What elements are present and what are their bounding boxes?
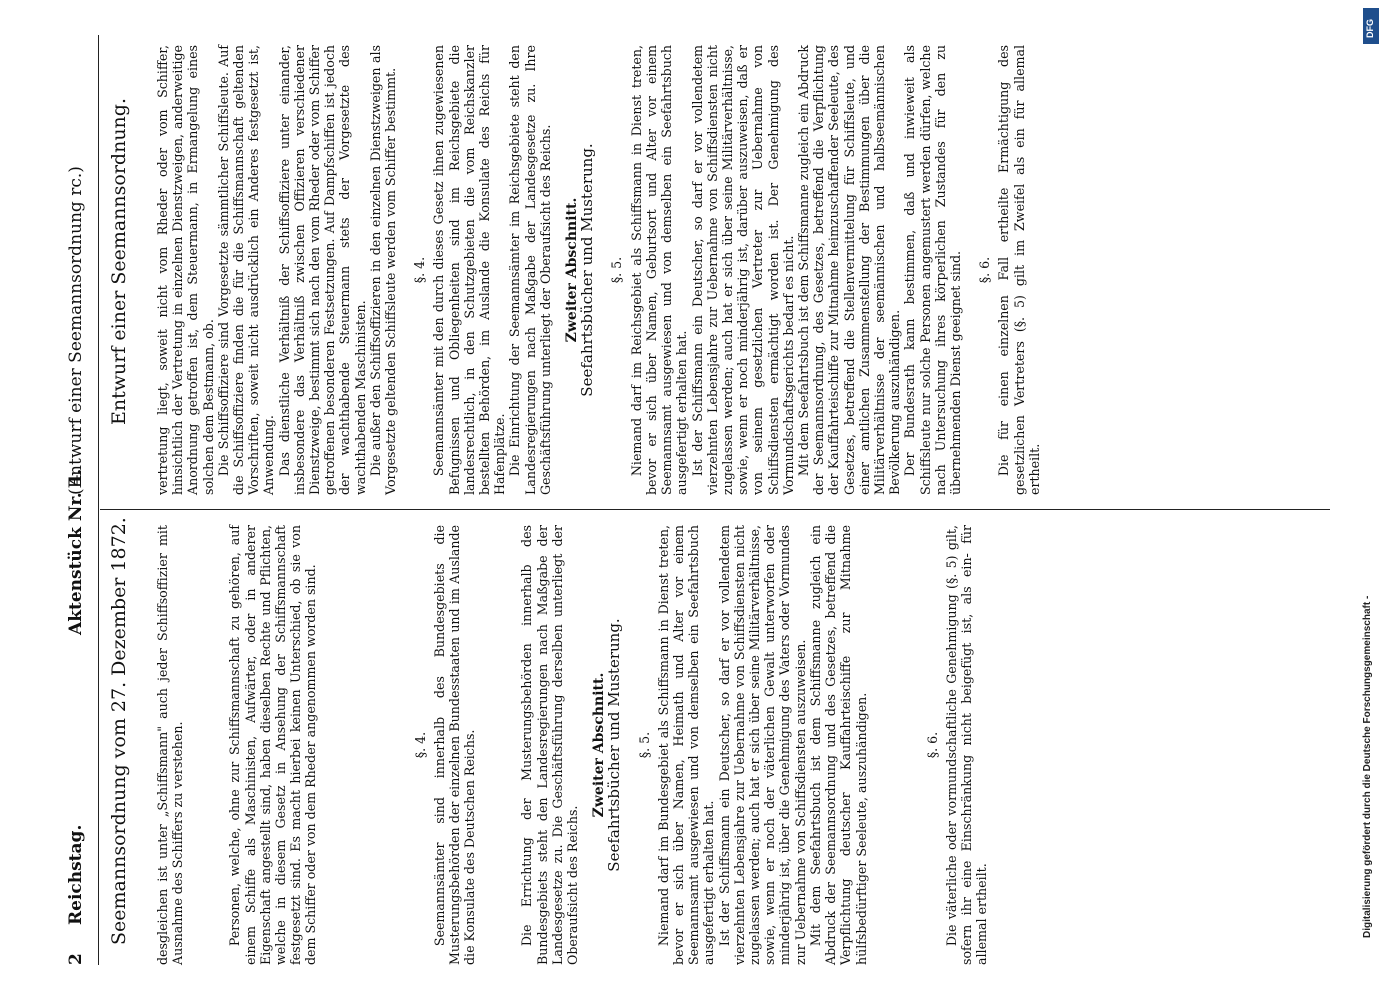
right-paragraph: Ist der Schiffsmann ein Deutscher, so darf er vor vollendetem vierzehnten Lebensjahre zur Uebernahme von Schiffsdiensten nicht zugelassen werden; auch hat er sich über seine Militärverhältnisse, sowie, wenn er noch minderjährig ist, darüber auszuweisen, daß er von seinem gesetzlichen Vertreter zur Uebernahme von Schiffsdiensten ermächtigt worden ist. Der Genehmigung des Vormundschaftsgerichts bedarf es nicht. (689, 45, 796, 495)
section-heading: §. 6. (924, 731, 940, 759)
right-paragraph: Seemannsämter mit den durch dieses Gesetz ihnen zugewiesenen Befugnissen und Obliegenheiten sind im Reichsgebiete die landesrechtlich, in den Schutzgebieten die vom Reichskanzler bestellten Behörden, im Auslande die Konsulate des Reichs für Hafenplätze. (431, 45, 508, 495)
right-paragraph: Die außer den Schiffsoffizieren in den einzelnen Dienstzweigen als Vorgesetzte geltenden Schiffsleute werden vom Schiffer bestimmt. (367, 45, 399, 495)
right-paragraph: Mit dem Seefahrtsbuch ist dem Schiffsmanne zugleich ein Abdruck der Seemannsordnung, des Gesetzes, betreffend die Verpflichtung der Kauffahrteischiffe zur Mitnahme heimzuschaffender Seeleute, des Gesetzes, betreffend die Stellenvermittelung für Schiffsleute, und einer amtlichen Zusammenstellung der Bestimmungen über die Militärverhältnisse der seemännischen und halbseemännischen Bevölkerung auszuhändigen. (795, 45, 903, 495)
rotated-page-content (60, 35, 1340, 965)
right-column-title: Entwurf einer Seemannsordnung. (108, 98, 130, 425)
left-paragraph: Personen, welche, ohne zur Schiffsmannschaft zu gehören, auf einem Schiffe als Maschinisten, Aufwärter, oder in anderer Eigenschaft angestellt sind, haben dieselben Rechte und Pflichten, welche in diesem Gesetz in Ansehung der Schiffsmannschaft festgesetzt sind. Es macht hierbei keinen Unterschied, ob sie von dem Schiffer oder von dem Rheder angenommen worden sind. (227, 525, 319, 965)
chapter-heading: Zweiter Abschnitt. (564, 197, 581, 343)
section-heading: §. 4. (412, 731, 428, 759)
header-right-title: (Entwurf einer Seemannsordnung rc.) (66, 166, 86, 495)
header-reichstag: Reichstag. (66, 824, 86, 925)
left-paragraph: Niemand darf im Bundesgebiet als Schiffsmann in Dienst treten, bevor er sich über Namen, Heimath und Alter vor einem Seemannsamt ausgewiesen und von demselben ein Seefahrtsbuch ausgefertigt erhalten hat. (655, 525, 717, 965)
dfg-logo-text: DFG (1365, 19, 1375, 38)
right-paragraph: Die für einen einzelnen Fall ertheilte Ermächtigung des gesetzlichen Vertreters (§. 5) gilt im Zweifel als ein für allemal ertheilt. (996, 45, 1042, 495)
left-paragraph: desgleichen ist unter „Schiffsmann" auch jeder Schiffsoffizier mit Ausnahme des Schiffers zu verstehen. (155, 525, 186, 965)
chapter-heading: Zweiter Abschnitt. (591, 672, 608, 818)
right-paragraph: Der Bundesrath kann bestimmen, daß und inwieweit als Schiffsleute nur solche Personen angemustert werden dürfen, welche nach Untersuchung ihres körperlichen Zustandes für den zu übernehmenden Dienst geeignet sind. (902, 45, 963, 495)
chapter-title: Seefahrtsbücher und Musterung. (578, 143, 597, 397)
header-rule (98, 35, 99, 965)
section-heading: §. 6. (977, 256, 993, 284)
left-paragraph: Ist der Schiffsmann ein Deutscher, so darf er vor vollendetem vierzehnten Lebensjahre zur Uebernahme von Schiffsdiensten nicht zugelassen werden; auch hat er sich über seine Militärverhältnisse, sowie, wenn er noch der väterlichen Gewalt unterworfen oder minderjährig ist, über die Genehmigung des Vaters oder Vormundes zur Uebernahme von Schiffsdiensten auszuweisen. (716, 525, 808, 965)
right-paragraph: Die Schiffsoffiziere sind Vorgesetzte sämmtlicher Schiffsleute. Auf die Schiffsoffiziere finden die für die Schiffsmannschaft geltenden Vorschriften, soweit nicht ausdrücklich ein Anderes festgesetzt ist, Anwendung. (215, 45, 277, 495)
left-paragraph: Die väterliche oder vormundschaftliche Genehmigung (§. 5) gilt, sofern ihr eine Einschränkung nicht beigefügt ist, als ein- für allemal ertheilt. (943, 525, 990, 965)
right-paragraph: Das dienstliche Verhältniß der Schiffsoffiziere unter einander, insbesondere das Verhältniß zwischen Offizieren verschiedener Dienstzweige, bestimmt sich nach den vom Rheder oder vom Schiffer getroffenen besonderen Festsetzungen. Auf Dampfschiffen ist jedoch der wachthabende Steuermann stets der Vorgesetzte des wachthabenden Maschinisten. (276, 45, 368, 495)
left-column (155, 525, 990, 965)
chapter-title: Seefahrtsbücher und Musterung. (605, 618, 624, 872)
digitization-credit (1358, 8, 1380, 998)
page-header (60, 35, 96, 965)
left-paragraph: Seemannsämter sind innerhalb des Bundesgebiets die Musterungsbehörden der einzelnen Bundesstaaten und im Auslande die Konsulate des Deutschen Reichs. (431, 525, 478, 965)
section-heading: §. 5. (609, 256, 625, 284)
left-column-title: Seemannsordnung vom 27. Dezember 1872. (108, 517, 130, 945)
left-paragraph: Mit dem Seefahrtsbuch ist dem Schiffsmanne zugleich ein Abdruck der Seemannsordnung und des Gesetzes, betreffend die Verpflichtung deutscher Kauffahrteischiffe zur Mitnahme hülfsbedürftiger Seeleute, auszuhändigen. (807, 525, 869, 965)
dfg-logo (1363, 8, 1379, 44)
credit-text: Digitalisierung gefördert durch die Deutsche Forschungsgemeinschaft - (1362, 595, 1373, 938)
right-paragraph: vertretung liegt, soweit nicht vom Rheder oder vom Schiffer, hinsichtlich der Vertretung in einzelnen Dienstzweigen, anderweitige Anordnung getroffen ist, dem Steuermann, in Ermangelung eines solchen dem Bestmann, ob. (155, 45, 216, 495)
right-column (155, 45, 1042, 495)
header-aktenstueck: Aktenstück Nr. 4. (66, 468, 86, 635)
page-number: 2 (66, 953, 86, 965)
right-paragraph: Niemand darf im Reichsgebiet als Schiffsmann in Dienst treten, bevor er sich über Namen, Geburtsort und Alter vor einem Seemannsamt ausgewiesen und von demselben ein Seefahrtsbuch ausgefertigt erhalten hat. (628, 45, 690, 495)
section-heading: §. 5. (636, 731, 652, 759)
column-divider (100, 509, 1330, 510)
section-heading: §. 4. (412, 256, 428, 284)
left-paragraph: Die Errichtung der Musterungsbehörden innerhalb des Bundesgebiets steht den Landesregierungen nach Maßgabe der Landesgesetze zu. Die Geschäftsführung derselben unterliegt der Oberaufsicht des Reichs. (519, 525, 581, 965)
right-paragraph: Die Einrichtung der Seemannsämter im Reichsgebiete steht den Landesregierungen nach Maßgabe der Landesgesetze zu. Ihre Geschäftsführung unterliegt der Oberaufsicht des Reichs. (507, 45, 553, 495)
